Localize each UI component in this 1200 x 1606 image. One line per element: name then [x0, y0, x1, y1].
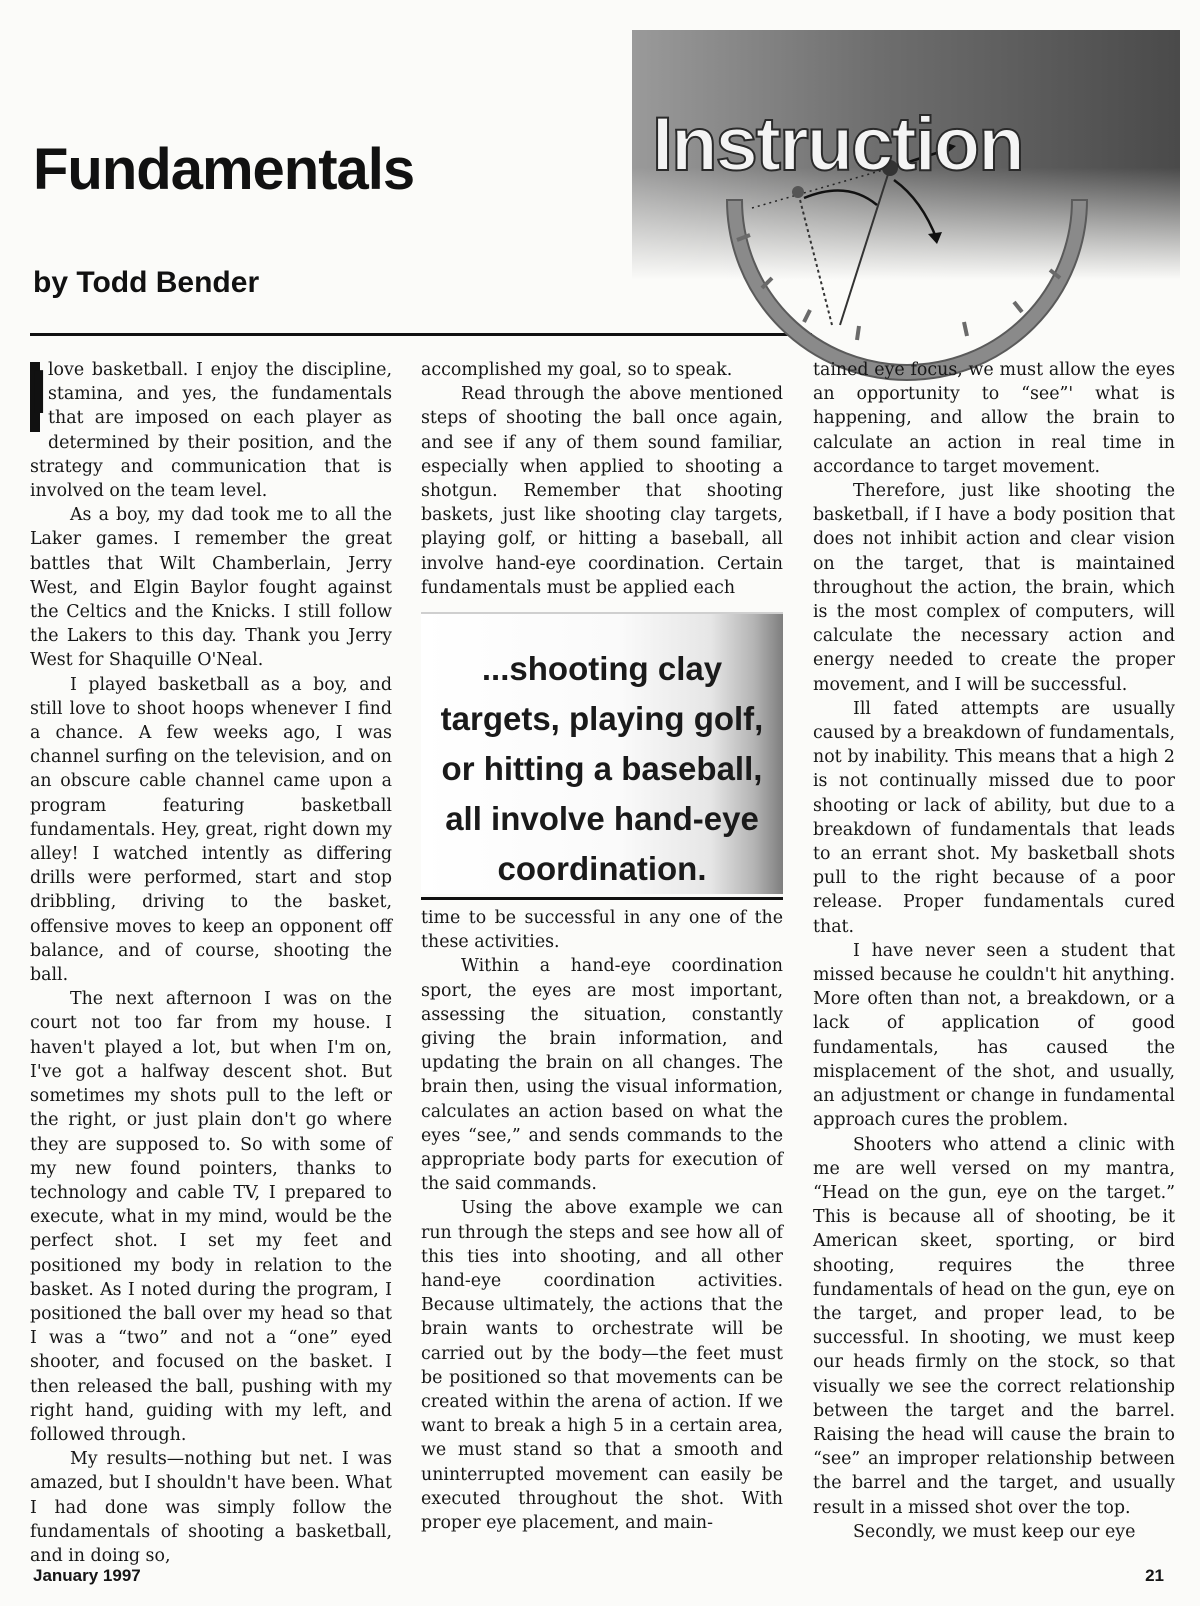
paragraph: accomplished my goal, so to speak. — [421, 360, 733, 380]
paragraph: My results—nothing but net. I was amazed, but I shouldn't have been. What I had done was simply follow the fundamentals of shooting a basketball, and in doing so, — [30, 1449, 392, 1566]
article-column-3 — [813, 358, 1175, 1542]
page-number: 21 — [1145, 1566, 1164, 1585]
column-2-top — [421, 358, 783, 604]
article-title: Fundamentals — [33, 137, 415, 202]
byline: by Todd Bender — [33, 266, 260, 299]
instruction-banner — [632, 30, 1180, 348]
pull-quote — [421, 612, 783, 894]
paragraph: time to be successful in any one of the these activities. — [421, 908, 783, 953]
paragraph: I played basketball as a boy, and still love to shoot hoops whenever I find a chance. A few weeks ago, I was channel surfing on the television, and on an obscure cable channel came upon a program featuring basketball fundamentals. Hey, great, right down my alley! I watched intently as differing drills were performed, start and stop dribbling, driving to the basket, offensive moves to keep an opponent off balance, and of course, shooting the ball. — [30, 674, 392, 986]
paragraph: Shooters who attend a clinic with me are well versed on my mantra, “Head on the gun, eye on the target.” This is because all of shooting, be it American skeet, sporting, or bird shooting, requires the three fundamentals of head on the gun, eye on the target, and proper lead, to be successful. In shooting, we must keep our heads firmly on the stock, so that visually we see the correct relationship between the target and the barrel. Raising the head will cause the brain to “see” an improper relationship between the barrel and the target, and usually result in a missed shot over the top. — [813, 1134, 1175, 1518]
paragraph: I have never seen a student that missed because he couldn't hit anything. More often than not, a breakdown, or a lack of application of good fundamentals, has caused the misplacement of the shot, and usually, an adjustment or change in fundamental approach cures the problem. — [813, 940, 1175, 1131]
paragraph: I love basketball. I enjoy the discipline, stamina, and yes, the fundamentals that are imposed on each player as determined by their position, and the strategy and communication that is involved on the team level. — [30, 358, 392, 502]
paragraph: The next afternoon I was on the court not too far from my house. I haven't played a lot, but when I'm on, I've got a halfway descent shot. But sometimes my shots pull to the left or the right, or just plain don't go where they are supposed to. So with some of my new found pointers, thanks to technology and cable TV, I prepared to execute, what in my mind, would be the perfect shot. I set my feet and positioned my body in relation to the basket. As I noted during the program, I positioned the ball over my head so that I was a “two” and not a “one” eyed shooter, and focused on the basket. I then released the ball, pushing with my right hand, guiding with my left, and followed through. — [30, 989, 392, 1445]
issue-date: January 1997 — [33, 1566, 141, 1585]
pull-quote-rule — [421, 897, 783, 900]
pull-quote-text: ...shooting clay targets, playing golf, or hitting a baseball, all involve hand-eye coordination. — [440, 650, 764, 887]
paragraph: Using the above example we can run through the steps and see how all of this ties into shooting, and all other hand-eye coordination activities. Because ultimately, the actions that the brain wants to orchestrate will be carried out by the body—the feet must be positioned so that movements can be created within the arena of action. If we want to break a high 5 in a certain area, we must stand so that a smooth and uninterrupted movement can easily be executed throughout the shot. With proper eye placement, and main- — [421, 1198, 783, 1534]
paragraph: Therefore, just like shooting the basketball, if I have a body position that does not inhibit action and clear vision on the target, that is maintained throughout the action, the brain, which is the most complex of computers, will calculate the necessary action and energy needed to create the proper movement, and I will be successful. — [813, 481, 1175, 695]
paragraph: As a boy, my dad took me to all the Laker games. I remember the great battles that Wilt Chamberlain, Jerry West, and Elgin Baylor fought against the Celtics and the Knicks. I still follow the Lakers to this day. Thank you Jerry West for Shaquille O'Neal. — [30, 505, 392, 671]
section-label: Instruction — [652, 102, 1023, 187]
paragraph: Read through the above mentioned steps of shooting the ball once again, and see if any of them sound familiar, especially when applied to shooting a shotgun. Remember that shooting baskets, just like shooting clay targets, playing golf, or hitting a baseball, all involve hand-eye coordination. Certain fundamentals must be applied each — [421, 384, 783, 598]
article-column-2 — [421, 358, 783, 1533]
paragraph: Ill fated attempts are usually caused by a breakdown of fundamentals, not by inability. This means that a high 2 is not continually missed due to poor shooting or lack of ability, but due to a breakdown of fundamentals that leads to an errant shot. My basketball shots pull to the right because of a poor release. Proper fundamentals cured that. — [813, 698, 1175, 937]
paragraph: Within a hand-eye coordination sport, the eyes are most important, assessing the situation, constantly giving the brain information, and updating the brain on all changes. The brain then, using the visual information, calculates an action based on what the eyes “see,” and sends commands to the appropriate body parts for execution of the said commands. — [421, 956, 783, 1195]
paragraph: Secondly, we must keep our eye — [853, 1521, 1136, 1542]
article-column-1 — [30, 358, 392, 1566]
paragraph: tained eye focus, we must allow the eyes an opportunity to “see”' what is happening, and allow the brain to calculate an action in real time in accordance to target movement. — [813, 360, 1175, 477]
drop-cap: I — [30, 362, 40, 432]
